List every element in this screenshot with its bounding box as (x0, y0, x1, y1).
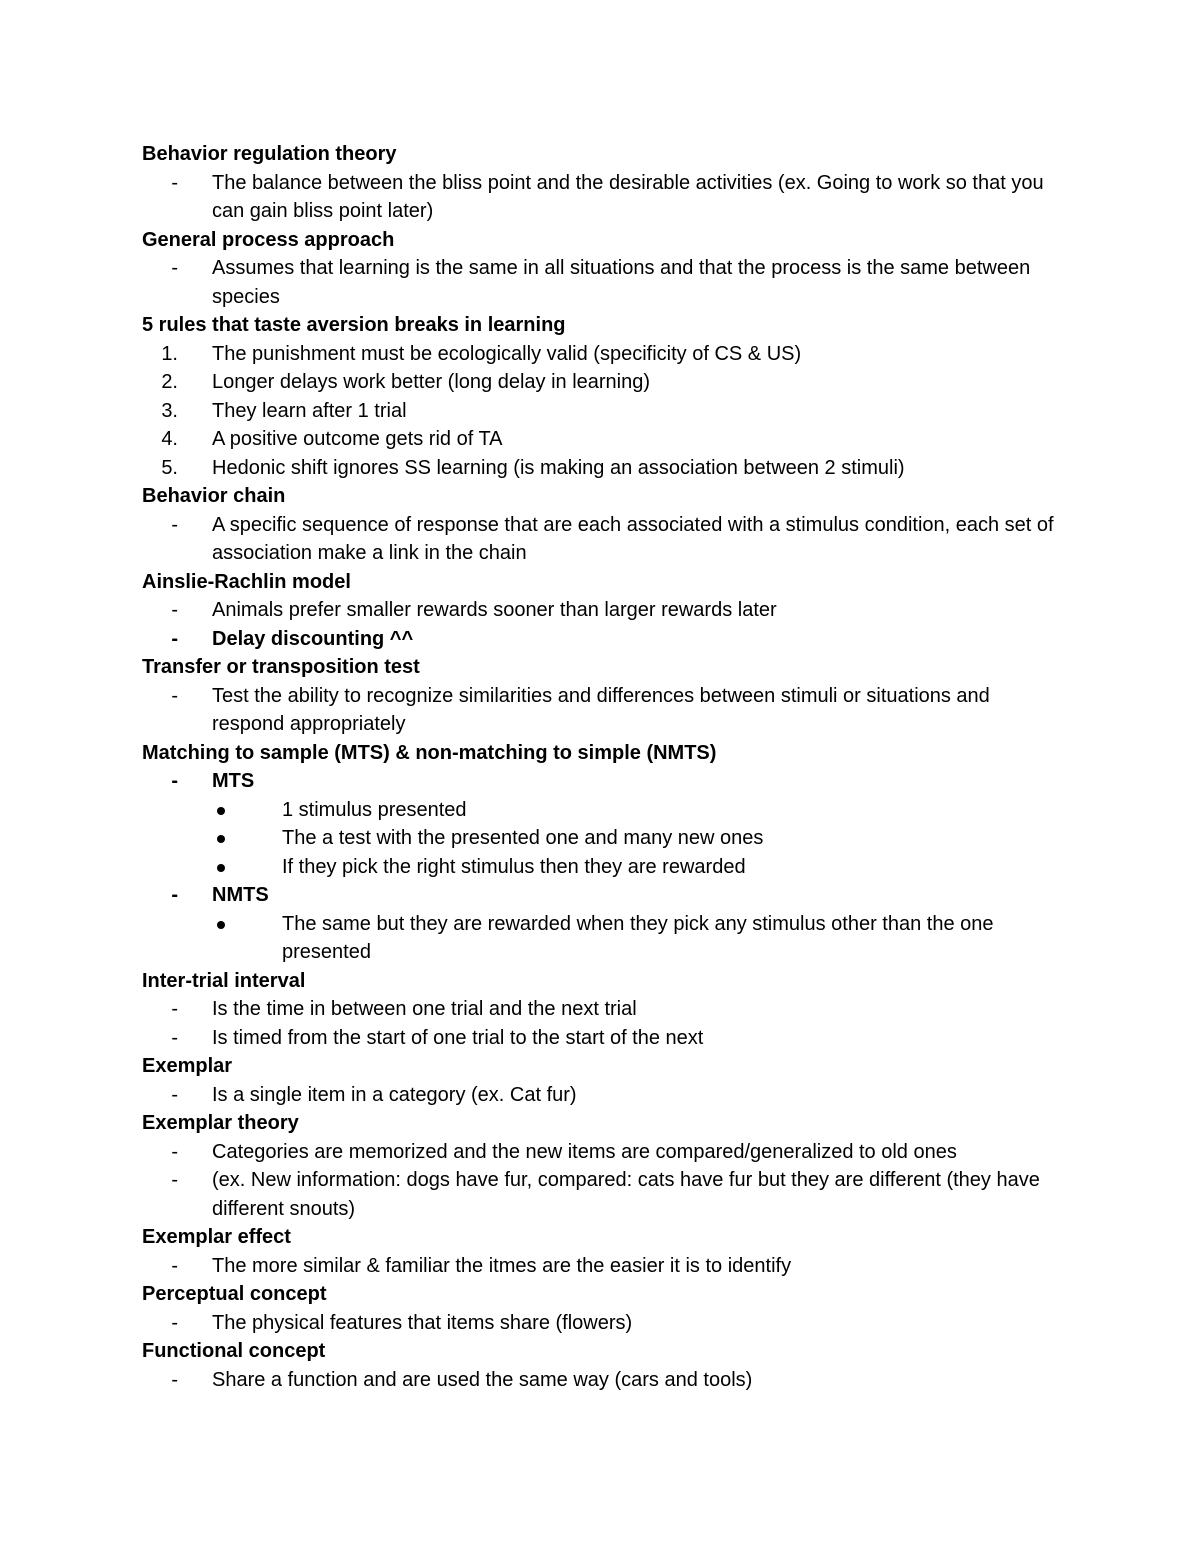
list-item-text: A specific sequence of response that are each associated with a stimulus condition, each set of association make a link in the chain (212, 513, 1054, 564)
list-marker: 5. (161, 456, 178, 479)
list-item-text: NMTS (212, 884, 269, 906)
list-item-text: Longer delays work better (long delay in learning) (212, 371, 651, 393)
bullet-dot-icon (217, 807, 225, 815)
list-marker: - (171, 1140, 178, 1163)
list-marker: 2. (161, 371, 178, 393)
list-item (142, 596, 1062, 625)
list-marker: - (171, 627, 178, 650)
section-heading: General process approach (142, 228, 395, 251)
list-item-text: The more similar & familiar the itmes are the easier it is to identify (212, 1254, 792, 1277)
list-item (142, 340, 1062, 369)
sub-list-item-text: 1 stimulus presented (282, 798, 467, 821)
list-item (142, 995, 1062, 1024)
list-item-text: They learn after 1 trial (212, 399, 407, 422)
list-item (142, 625, 1062, 654)
list-item-text: Categories are memorized and the new items are compared/generalized to old ones (212, 1140, 957, 1163)
list-marker: 3. (161, 399, 178, 422)
sub-list-item (142, 796, 1062, 825)
section-heading: Ainslie-Rachlin model (142, 570, 351, 593)
list-marker: 4. (161, 428, 178, 450)
list-item (142, 1138, 1062, 1167)
list-item-text: A positive outcome gets rid of TA (212, 428, 503, 450)
sub-list-item (142, 824, 1062, 853)
list-item-text: (ex. New information: dogs have fur, compared: cats have fur but they are different (they have different snouts) (212, 1169, 1040, 1220)
list-item (142, 454, 1062, 483)
sub-list-item-text: The same but they are rewarded when they pick any stimulus other than the one presented (282, 912, 994, 963)
list-item (142, 397, 1062, 426)
bullet-dot-icon (217, 864, 225, 872)
list-item (142, 1081, 1062, 1110)
list-item-text: Assumes that learning is the same in all situations and that the process is the same between species (212, 257, 1031, 308)
section-heading: Functional concept (142, 1340, 326, 1362)
list-marker: - (171, 513, 178, 536)
list-item (142, 767, 1062, 796)
list-item-text: The balance between the bliss point and the desirable activities (ex. Going to work so that you can gain bliss point later) (212, 171, 1044, 222)
bullet-dot-icon (217, 921, 225, 929)
list-item-text: Share a function and are used the same way (cars and tools) (212, 1368, 753, 1391)
sub-list-item (142, 910, 1062, 967)
section-heading: Perceptual concept (142, 1283, 327, 1305)
list-marker: - (171, 884, 178, 906)
list-item (142, 1166, 1062, 1223)
section-heading: Matching to sample (MTS) & non-matching to simple (NMTS) (142, 741, 717, 764)
list-item-text: Is the time in between one trial and the next trial (212, 998, 637, 1020)
list-item-text: Test the ability to recognize similarities and differences between stimuli or situations and respond appropriately (212, 684, 990, 735)
sub-list-item-text: If they pick the right stimulus then they are rewarded (282, 855, 746, 878)
list-item (142, 881, 1062, 910)
section-heading: Inter-trial interval (142, 969, 306, 992)
list-marker: - (171, 1254, 178, 1277)
sub-list-item (142, 853, 1062, 882)
list-marker: - (171, 684, 178, 707)
list-item (142, 1366, 1062, 1395)
list-item (142, 682, 1062, 739)
document-body (142, 140, 1062, 1394)
section-heading: 5 rules that taste aversion breaks in learning (142, 314, 566, 336)
section-heading: Exemplar effect (142, 1226, 291, 1248)
list-item (142, 1252, 1062, 1281)
list-item-text: Delay discounting ^^ (212, 627, 414, 650)
list-marker: - (171, 171, 178, 194)
section-heading: Exemplar theory (142, 1112, 299, 1134)
sub-list-item-text: The a test with the presented one and many new ones (282, 827, 764, 849)
list-marker: - (171, 1311, 178, 1334)
list-item-text: The physical features that items share (flowers) (212, 1311, 633, 1334)
list-marker: - (171, 1083, 178, 1106)
list-item-text: Animals prefer smaller rewards sooner than larger rewards later (212, 599, 777, 621)
bullet-dot-icon (217, 835, 225, 843)
list-item (142, 368, 1062, 397)
section-heading: Transfer or transposition test (142, 656, 420, 678)
list-marker: 1. (161, 342, 178, 365)
list-item (142, 1024, 1062, 1053)
list-item (142, 425, 1062, 454)
list-marker: - (171, 1026, 178, 1049)
list-item-text: MTS (212, 770, 255, 792)
list-item-text: Is a single item in a category (ex. Cat fur) (212, 1083, 577, 1106)
list-item (142, 169, 1062, 226)
list-marker: - (171, 257, 178, 279)
list-item (142, 511, 1062, 568)
list-marker: - (171, 599, 178, 621)
list-marker: - (171, 998, 178, 1020)
list-marker: - (171, 770, 178, 792)
list-item (142, 254, 1062, 311)
section-heading: Behavior chain (142, 485, 286, 507)
list-marker: - (171, 1169, 178, 1191)
section-heading: Exemplar (142, 1055, 233, 1077)
list-marker: - (171, 1368, 178, 1391)
section-heading: Behavior regulation theory (142, 143, 397, 165)
list-item-text: The punishment must be ecologically valid (specificity of CS & US) (212, 342, 802, 365)
list-item (142, 1309, 1062, 1338)
list-item-text: Is timed from the start of one trial to the start of the next (212, 1026, 704, 1049)
list-item-text: Hedonic shift ignores SS learning (is making an association between 2 stimuli) (212, 456, 905, 479)
